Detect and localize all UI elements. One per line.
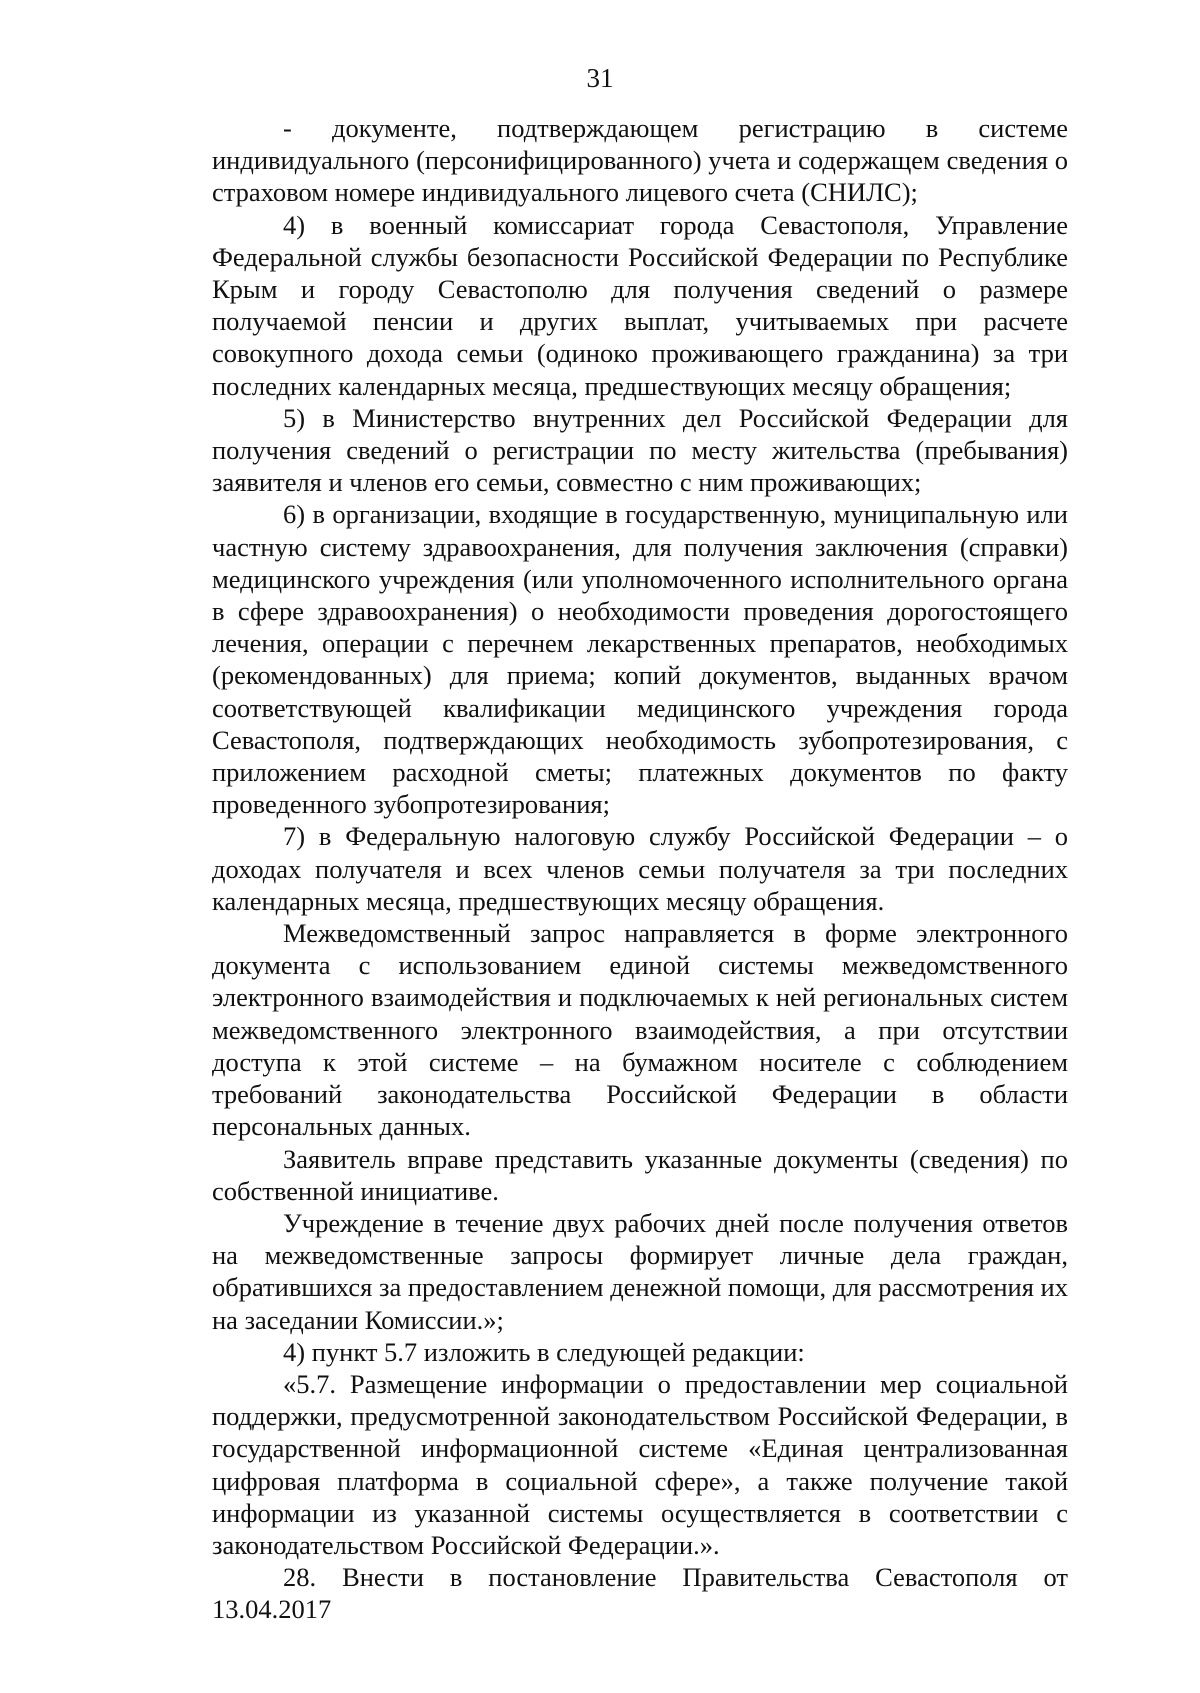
paragraph-institution-cases: Учреждение в течение двух рабочих дней после получения ответов на межведомственные запросы формирует личные дела граждан, обратившихся за предоставлением денежной помощи, для рассмотрения их на заседании Комиссии.»; xyxy=(212,1207,1068,1335)
paragraph-item-5-mvd: 5) в Министерство внутренних дел Российской Федерации для получения сведений о регистрации по месту жительства (пребывания) заявителя и членов его семьи, совместно с ним проживающих; xyxy=(212,402,1068,498)
paragraph-item-4-military-fsb: 4) в военный комиссариат города Севастополя, Управление Федеральной службы безопасности Российской Федерации по Республике Крым и городу Севастополю для получения сведений о размере получаемой пенсии и других выплат, учитываемых при расчете совокупного дохода семьи (одиноко проживающего гражданина) за три последних календарных месяца, предшествующих месяцу обращения; xyxy=(212,209,1068,401)
paragraph-item-28: 28. Внести в постановление Правительства Севастополя от 13.04.2017 xyxy=(212,1562,1068,1625)
paragraph-snils: - документе, подтверждающем регистрацию в системе индивидуального (персонифицированного) учета и содержащем сведения о страховом номере индивидуального лицевого счета (СНИЛС); xyxy=(212,113,1068,208)
paragraph-applicant-right: Заявитель вправе представить указанные документы (сведения) по собственной инициативе. xyxy=(212,1143,1068,1206)
paragraph-clause-5-7-text: «5.7. Размещение информации о предоставлении мер социальной поддержки, предусмотренной законодательством Российской Федерации, в государственной информационной системе «Единая централизованная цифровая платформа в социальной сфере», а также получение такой информации из указанной системы осуществляется в соответствии с законодательством Российской Федерации.». xyxy=(212,1368,1068,1560)
paragraph-interagency-request: Межведомственный запрос направляется в форме электронного документа с использованием единой системы межведомственного электронного взаимодействия и подключаемых к ней региональных систем межведомственного электронного взаимодействия, а при отсутствии доступа к этой системе – на бумажном носителе с соблюдением требований законодательства Российской Федерации в области персональных данных. xyxy=(212,918,1068,1142)
document-body xyxy=(212,112,1068,1626)
paragraph-clause-5-7-intro: 4) пункт 5.7 изложить в следующей редакции: xyxy=(283,1336,805,1367)
page-number: 31 xyxy=(586,63,614,93)
paragraph-item-6-healthcare: 6) в организации, входящие в государственную, муниципальную или частную систему здравоохранения, для получения заключения (справки) медицинского учреждения (или уполномоченного исполнительного органа в сфере здравоохранения) о необходимости проведения дорогостоящего лечения, операции с перечнем лекарственных препаратов, необходимых (рекомендованных) для приема; копий документов, выданных врачом соответствующей квалификации медицинского учреждения города Севастополя, подтверждающих необходимость зубопротезирования, с приложением расходной сметы; платежных документов по факту проведенного зубопротезирования; xyxy=(212,499,1068,820)
paragraph-item-7-tax-service: 7) в Федеральную налоговую службу Российской Федерации – о доходах получателя и всех членов семьи получателя за три последних календарных месяца, предшествующих месяцу обращения. xyxy=(212,821,1068,916)
